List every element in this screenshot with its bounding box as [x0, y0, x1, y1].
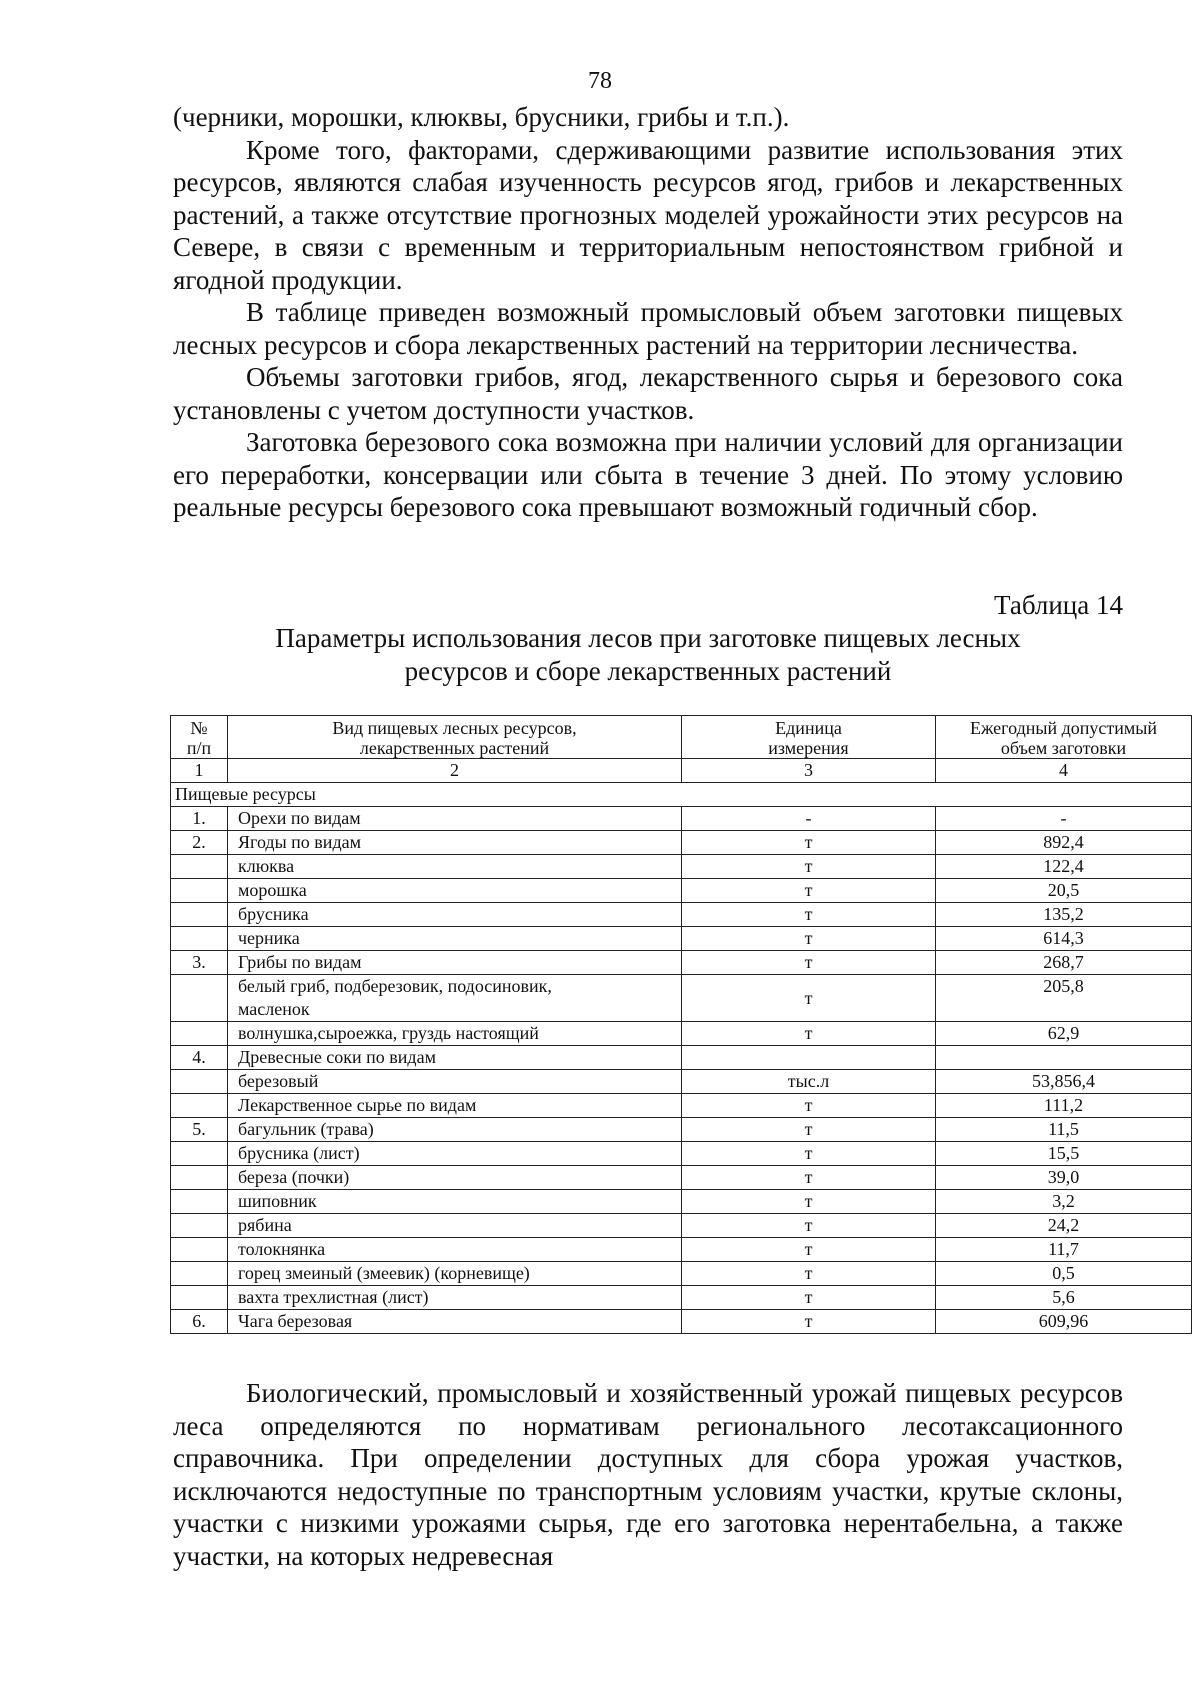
row-number	[171, 1190, 228, 1214]
row-unit: т	[682, 1214, 936, 1238]
row-resource-name: Лекарственное сырье по видам	[228, 1094, 682, 1118]
header-number: № п/п	[171, 716, 228, 759]
row-value: 62,9	[936, 1022, 1192, 1046]
row-unit: т	[682, 1238, 936, 1262]
header-resource-type: Вид пищевых лесных ресурсов, лекарственных растений	[228, 716, 682, 759]
table-label: Таблица 14	[994, 590, 1123, 620]
row-resource-name: Ягоды по видам	[228, 831, 682, 855]
row-value: 268,7	[936, 951, 1192, 975]
row-unit: т	[682, 1118, 936, 1142]
row-value: 15,5	[936, 1142, 1192, 1166]
row-resource-name: черника	[228, 927, 682, 951]
row-number	[171, 1286, 228, 1310]
body-text-bottom	[173, 1377, 1123, 1572]
table-row	[171, 1118, 1192, 1142]
row-value: 609,96	[936, 1310, 1192, 1334]
row-number	[171, 975, 228, 1022]
table-row	[171, 975, 1192, 1022]
paragraph: В таблице приведен возможный промысловый объем заготовки пищевых лесных ресурсов и сбора лекарственных растений на территории лесничества.	[173, 297, 1123, 360]
table-row	[171, 1238, 1192, 1262]
row-unit	[682, 1046, 936, 1070]
paragraph: Биологический, промысловый и хозяйственный урожай пищевых ресурсов леса определяются по нормативам регионального лесотаксационного справочника. При определении доступных для сбора урожая участков, исключаются недоступные по транспортным условиям участки, крутые склоны, участки с низкими урожаями сырья, где его заготовка нерентабельна, а также участки, на которых недревесная	[173, 1378, 1123, 1571]
row-resource-name: белый гриб, подберезовик, подосиновик, масленок	[228, 975, 682, 1022]
table-title-line: ресурсов и сборе лекарственных растений	[404, 656, 892, 686]
row-number	[171, 1070, 228, 1094]
row-unit: т	[682, 903, 936, 927]
row-number	[171, 903, 228, 927]
table-row	[171, 855, 1192, 879]
table-row	[171, 1142, 1192, 1166]
row-value: 11,7	[936, 1238, 1192, 1262]
row-resource-name: морошка	[228, 879, 682, 903]
row-value: 20,5	[936, 879, 1192, 903]
row-unit: тыс.л	[682, 1070, 936, 1094]
row-unit: т	[682, 1142, 936, 1166]
row-resource-name: брусника (лист)	[228, 1142, 682, 1166]
paragraph: Объемы заготовки грибов, ягод, лекарственного сырья и березового сока установлены с учетом доступности участков.	[173, 362, 1123, 425]
paragraph: Заготовка березового сока возможна при наличии условий для организации его переработки, консервации или сбыта в течение 3 дней. По этому условию реальные ресурсы березового сока превышают возможный годичный сбор.	[173, 427, 1123, 522]
row-resource-name: клюква	[228, 855, 682, 879]
section-label: Пищевые ресурсы	[171, 783, 1192, 807]
row-value: 892,4	[936, 831, 1192, 855]
header-unit: Единица измерения	[682, 716, 936, 759]
table-row	[171, 903, 1192, 927]
table-column-numbers-row	[171, 759, 1192, 783]
row-number: 1.	[171, 807, 228, 831]
paragraph: Кроме того, факторами, сдерживающими развитие использования этих ресурсов, являются слабая изученность ресурсов ягод, грибов и лекарственных растений, а также отсутствие прогнозных моделей урожайности этих ресурсов на Севере, в связи с временным и территориальным непостоянством грибной и ягодной продукции.	[173, 134, 1123, 295]
table-row	[171, 1070, 1192, 1094]
row-number	[171, 1166, 228, 1190]
row-value: 24,2	[936, 1214, 1192, 1238]
table-row	[171, 1022, 1192, 1046]
row-resource-name: брусника	[228, 903, 682, 927]
row-value: 3,2	[936, 1190, 1192, 1214]
column-number: 3	[682, 759, 936, 783]
row-number	[171, 1238, 228, 1262]
row-unit: т	[682, 1022, 936, 1046]
row-resource-name: вахта трехлистная (лист)	[228, 1286, 682, 1310]
row-unit: т	[682, 1262, 936, 1286]
table-row	[171, 1310, 1192, 1334]
table-title	[173, 622, 1123, 688]
row-resource-name: Древесные соки по видам	[228, 1046, 682, 1070]
row-value: 614,3	[936, 927, 1192, 951]
row-unit: т	[682, 1190, 936, 1214]
row-resource-name: березовый	[228, 1070, 682, 1094]
table-row	[171, 1166, 1192, 1190]
page-number: 78	[588, 68, 612, 94]
row-number: 4.	[171, 1046, 228, 1070]
table-row	[171, 1262, 1192, 1286]
row-number	[171, 879, 228, 903]
column-number: 1	[171, 759, 228, 783]
row-value: 53,856,4	[936, 1070, 1192, 1094]
row-unit: -	[682, 807, 936, 831]
column-number: 4	[936, 759, 1192, 783]
row-value: 122,4	[936, 855, 1192, 879]
row-number	[171, 855, 228, 879]
resources-table	[170, 715, 1192, 1334]
row-unit: т	[682, 975, 936, 1022]
row-resource-name: Орехи по видам	[228, 807, 682, 831]
row-value	[936, 1046, 1192, 1070]
row-number	[171, 1142, 228, 1166]
row-unit: т	[682, 831, 936, 855]
row-unit: т	[682, 1094, 936, 1118]
table-row	[171, 951, 1192, 975]
table-row	[171, 807, 1192, 831]
row-resource-name: береза (почки)	[228, 1166, 682, 1190]
row-value: 135,2	[936, 903, 1192, 927]
row-value: 39,0	[936, 1166, 1192, 1190]
row-number	[171, 1094, 228, 1118]
row-number: 6.	[171, 1310, 228, 1334]
row-resource-name: толокнянка	[228, 1238, 682, 1262]
table-header-row	[171, 716, 1192, 759]
body-text-top	[173, 101, 1123, 524]
table-row	[171, 1286, 1192, 1310]
table-section-row	[171, 783, 1192, 807]
row-number	[171, 927, 228, 951]
column-number: 2	[228, 759, 682, 783]
row-unit: т	[682, 1286, 936, 1310]
row-unit: т	[682, 927, 936, 951]
row-value: -	[936, 807, 1192, 831]
row-value: 0,5	[936, 1262, 1192, 1286]
row-unit: т	[682, 1166, 936, 1190]
row-number: 2.	[171, 831, 228, 855]
table-row	[171, 879, 1192, 903]
row-number: 3.	[171, 951, 228, 975]
row-unit: т	[682, 855, 936, 879]
row-unit: т	[682, 951, 936, 975]
row-resource-name: горец змеиный (змеевик) (корневище)	[228, 1262, 682, 1286]
row-resource-name: багульник (трава)	[228, 1118, 682, 1142]
row-number	[171, 1262, 228, 1286]
table-title-line: Параметры использования лесов при заготовке пищевых лесных	[275, 623, 1021, 653]
header-annual-volume: Ежегодный допустимый объем заготовки	[936, 716, 1192, 759]
paragraph: (черники, морошки, клюквы, брусники, грибы и т.п.).	[173, 102, 790, 132]
row-value: 11,5	[936, 1118, 1192, 1142]
table-row	[171, 927, 1192, 951]
row-number	[171, 1214, 228, 1238]
row-resource-name: Грибы по видам	[228, 951, 682, 975]
row-value: 111,2	[936, 1094, 1192, 1118]
table-row	[171, 831, 1192, 855]
row-number: 5.	[171, 1118, 228, 1142]
table-row	[171, 1046, 1192, 1070]
row-resource-name: шиповник	[228, 1190, 682, 1214]
row-unit: т	[682, 1310, 936, 1334]
table-row	[171, 1094, 1192, 1118]
row-resource-name: рябина	[228, 1214, 682, 1238]
row-resource-name: волнушка,сыроежка, груздь настоящий	[228, 1022, 682, 1046]
table-row	[171, 1214, 1192, 1238]
table-row	[171, 1190, 1192, 1214]
row-value: 5,6	[936, 1286, 1192, 1310]
row-resource-name: Чага березовая	[228, 1310, 682, 1334]
row-value: 205,8	[936, 975, 1192, 1022]
row-number	[171, 1022, 228, 1046]
row-unit: т	[682, 879, 936, 903]
